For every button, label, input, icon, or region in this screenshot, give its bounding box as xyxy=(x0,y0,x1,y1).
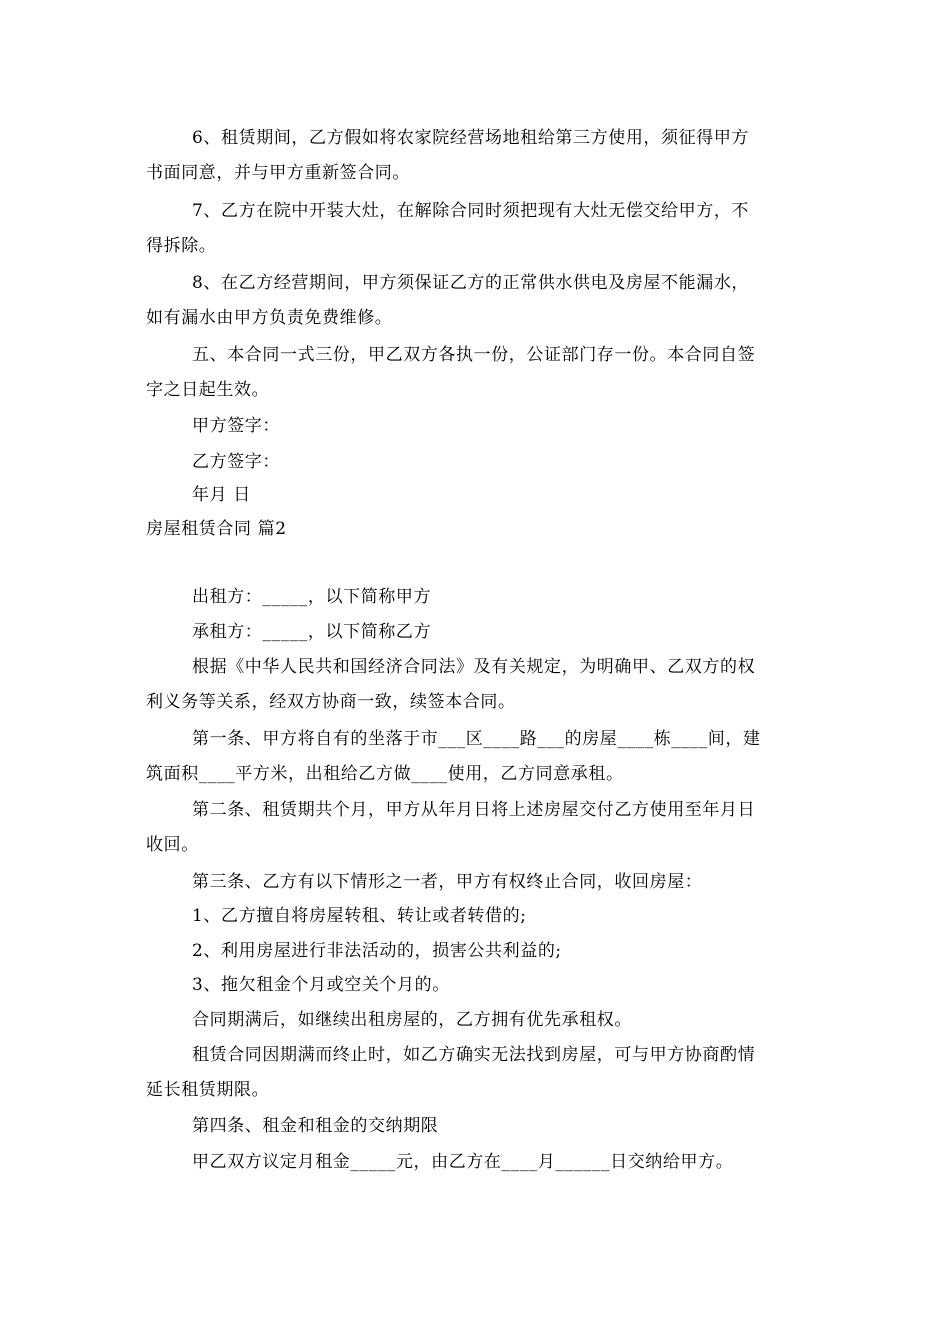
article-1-line-2: 筑面积____平方米，出租给乙方做____使用，乙方同意承租。 xyxy=(146,764,624,784)
article-3-item-1: 1、乙方擅自将房屋转租、转让或者转借的; xyxy=(192,906,527,926)
extension-line-1: 租赁合同因期满而终止时，如乙方确实无法找到房屋，可与甲方协商酌情 xyxy=(192,1045,756,1065)
party-b-signature: 乙方签字： xyxy=(192,452,280,472)
section-5-line-1: 五、本合同一式三份，甲乙双方各执一份，公证部门存一份。本合同自签 xyxy=(192,345,756,365)
clause-6-line-1: 6、租赁期间，乙方假如将农家院经营场地租给第三方使用，须征得甲方 xyxy=(192,128,750,148)
clause-8-line-2: 如有漏水由甲方负责免费维修。 xyxy=(146,308,393,328)
lessor-line: 出租方：_____，以下简称甲方 xyxy=(192,587,432,607)
section-5-line-2: 字之日起生效。 xyxy=(146,380,270,400)
article-3-item-3: 3、拖欠租金个月或空关个月的。 xyxy=(192,975,450,995)
clause-7-line-2: 得拆除。 xyxy=(146,236,217,256)
contract-heading: 房屋租赁合同 篇2 xyxy=(146,519,287,539)
article-2-line-2: 收回。 xyxy=(146,835,199,855)
extension-line-2: 延长租赁期限。 xyxy=(146,1080,270,1100)
clause-8-line-1: 8、在乙方经营期间，甲方须保证乙方的正常供水供电及房屋不能漏水， xyxy=(192,273,750,293)
clause-6-line-2: 书面同意，并与甲方重新签合同。 xyxy=(146,163,410,183)
renewal-priority-line: 合同期满后，如继续出租房屋的，乙方拥有优先承租权。 xyxy=(192,1010,632,1030)
preamble-line-2: 利义务等关系，经双方协商一致，续签本合同。 xyxy=(146,692,516,712)
preamble-line-1: 根据《中华人民共和国经济合同法》及有关规定，为明确甲、乙双方的权 xyxy=(192,657,756,677)
article-4-heading: 第四条、租金和租金的交纳期限 xyxy=(192,1116,439,1136)
article-4-rent-line: 甲乙双方议定月租金_____元，由乙方在____月______日交纳给甲方。 xyxy=(192,1152,734,1172)
article-3-item-2: 2、利用房屋进行非法活动的，损害公共利益的; xyxy=(192,941,562,961)
article-1-line-1: 第一条、甲方将自有的坐落于市___区____路___的房屋____栋____间，建 xyxy=(192,729,761,749)
date-line: 年月 日 xyxy=(192,485,251,505)
article-3-line: 第三条、乙方有以下情形之一者，甲方有权终止合同，收回房屋： xyxy=(192,872,703,892)
party-a-signature: 甲方签字： xyxy=(192,416,280,436)
clause-7-line-1: 7、乙方在院中开装大灶，在解除合同时须把现有大灶无偿交给甲方，不 xyxy=(192,201,750,221)
lessee-line: 承租方：_____，以下简称乙方 xyxy=(192,622,432,642)
article-2-line-1: 第二条、租赁期共个月，甲方从年月日将上述房屋交付乙方使用至年月日 xyxy=(192,800,756,820)
